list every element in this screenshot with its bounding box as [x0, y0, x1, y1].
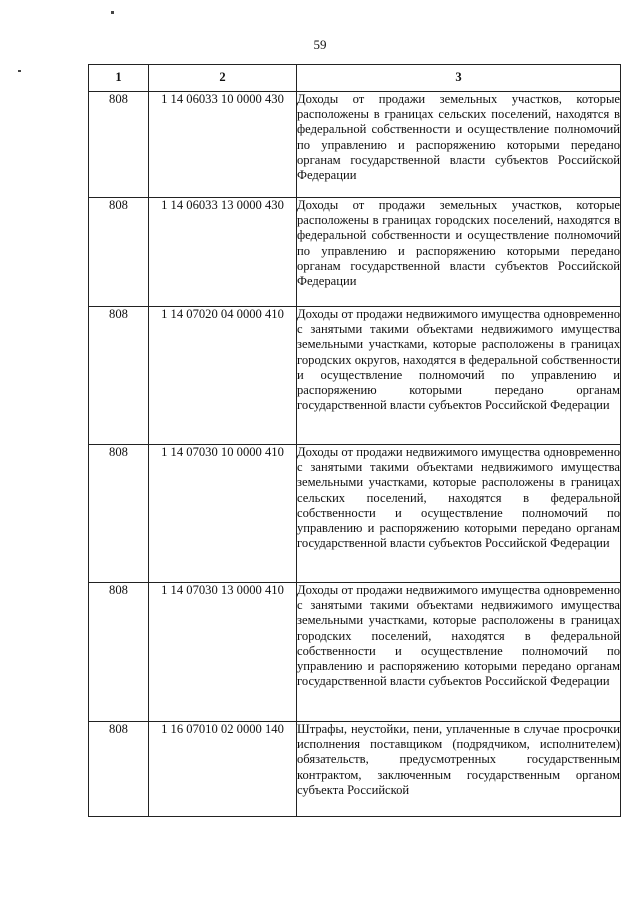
- table-row: [89, 445, 621, 583]
- description-cell: Штрафы, неустойки, пени, уплаченные в случае просрочки исполнения поставщиком (подрядчиком, исполнителем) обязательств, предусмотренных государственным контрактом, заключенным государственным органом субъекта Российской: [297, 722, 621, 817]
- table-row: [89, 198, 621, 307]
- scan-speck: [111, 11, 114, 14]
- table-row: [89, 583, 621, 722]
- admin-code-cell: 808: [89, 722, 149, 817]
- revenue-code-cell: 1 14 07020 04 0000 410: [149, 307, 297, 445]
- scan-speck: [18, 70, 21, 72]
- description-cell: Доходы от продажи недвижимого имущества одновременно с занятыми такими объектами недвижимого имущества земельными участками, которые расположены в границах городских поселений, находятся в федеральной собственности и осуществление полномочий по управлению и распоряжению которыми передано органам государственной власти субъектов Российской Федерации: [297, 583, 621, 722]
- revenue-codes-table: [88, 64, 621, 817]
- column-header-1: 1: [89, 65, 149, 92]
- description-cell: Доходы от продажи земельных участков, которые расположены в границах сельских поселений, находятся в федеральной собственности и осуществление полномочий по управлению и распоряжению которыми передано органам государственной власти субъектов Российской Федерации: [297, 92, 621, 198]
- admin-code-cell: 808: [89, 198, 149, 307]
- table-header-row: [89, 65, 621, 92]
- admin-code-cell: 808: [89, 583, 149, 722]
- revenue-code-cell: 1 14 06033 10 0000 430: [149, 92, 297, 198]
- revenue-code-cell: 1 14 07030 10 0000 410: [149, 445, 297, 583]
- description-cell: Доходы от продажи земельных участков, которые расположены в границах городских поселений, находятся в федеральной собственности и осуществление полномочий по управлению и распоряжению которыми передано органам государственной власти субъектов Российской Федерации: [297, 198, 621, 307]
- description-cell: Доходы от продажи недвижимого имущества одновременно с занятыми такими объектами недвижимого имущества земельными участками, которые расположены в границах городских округов, находятся в федеральной собственности и осуществление полномочий по управлению и распоряжению которыми передано органам государственной власти субъектов Российской Федерации: [297, 307, 621, 445]
- table-row: [89, 307, 621, 445]
- column-header-3: 3: [297, 65, 621, 92]
- table-row: [89, 92, 621, 198]
- revenue-code-cell: 1 14 07030 13 0000 410: [149, 583, 297, 722]
- column-header-2: 2: [149, 65, 297, 92]
- page-number: 59: [313, 37, 327, 52]
- description-cell: Доходы от продажи недвижимого имущества одновременно с занятыми такими объектами недвижимого имущества земельными участками, которые расположены в границах сельских поселений, находятся в федеральной собственности и осуществление полномочий по управлению и распоряжению которыми передано органам государственной власти субъектов Российской Федерации: [297, 445, 621, 583]
- table-row: [89, 722, 621, 817]
- revenue-code-cell: 1 16 07010 02 0000 140: [149, 722, 297, 817]
- admin-code-cell: 808: [89, 92, 149, 198]
- admin-code-cell: 808: [89, 445, 149, 583]
- revenue-code-cell: 1 14 06033 13 0000 430: [149, 198, 297, 307]
- admin-code-cell: 808: [89, 307, 149, 445]
